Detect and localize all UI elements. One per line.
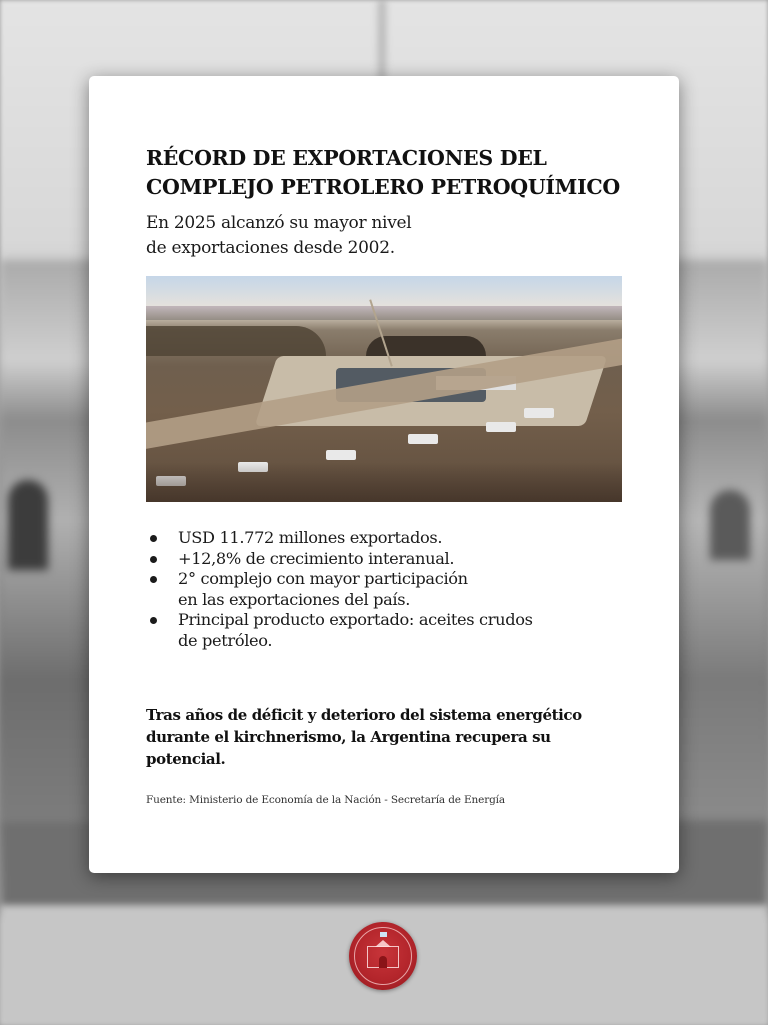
arch-right-blur [710, 490, 750, 560]
source-note: Fuente: Ministerio de Economía de la Nación - Secretaría de Energía [146, 794, 505, 806]
fact-text-cont: de petróleo. [178, 630, 273, 650]
fact-text: +12,8% de crecimiento interanual. [178, 548, 455, 568]
headline-line-2: COMPLEJO PETROLERO PETROQUÍMICO [146, 175, 620, 199]
fact-text-cont: en las exportaciones del país. [178, 589, 410, 609]
subheadline-line-1: En 2025 alcanzó su mayor nivel [146, 213, 412, 233]
photo-truck [524, 408, 554, 418]
subheadline [146, 211, 506, 261]
closing-line-3: potencial. [146, 750, 226, 768]
photo-horizon [146, 306, 622, 320]
fact-item [146, 549, 626, 570]
info-card [89, 76, 679, 873]
photo-truck [408, 434, 438, 444]
fact-item [146, 569, 626, 610]
fact-text: USD 11.772 millones exportados. [178, 528, 443, 547]
bullet-dot-icon [150, 617, 157, 624]
photo-foreground [146, 462, 622, 502]
headline [146, 144, 646, 202]
closing-line-1: Tras años de déficit y deterioro del sistema energético [146, 706, 582, 724]
fact-item [146, 610, 626, 651]
bullet-dot-icon [150, 535, 157, 542]
subheadline-line-2: de exportaciones desde 2002. [146, 238, 395, 258]
photo-truck [486, 422, 516, 432]
photo-truck [326, 450, 356, 460]
flag-icon [380, 932, 387, 937]
headline-line-1: RÉCORD DE EXPORTACIONES DEL [146, 146, 547, 170]
oilfield-photo [146, 276, 622, 502]
fact-item [146, 528, 626, 549]
casa-rosada-seal-icon [349, 922, 417, 990]
bullet-dot-icon [150, 576, 157, 583]
seal-door [379, 956, 387, 968]
flagpole-blur [378, 0, 386, 80]
arch-left-blur [8, 480, 48, 570]
key-facts-list [146, 528, 626, 651]
closing-statement [146, 704, 646, 770]
photo-hill [146, 326, 326, 356]
closing-line-2: durante el kirchnerismo, la Argentina recupera su [146, 728, 551, 746]
bullet-dot-icon [150, 556, 157, 563]
fact-text: Principal producto exportado: aceites crudos [178, 610, 533, 629]
fact-text: 2° complejo con mayor participación [178, 569, 468, 588]
